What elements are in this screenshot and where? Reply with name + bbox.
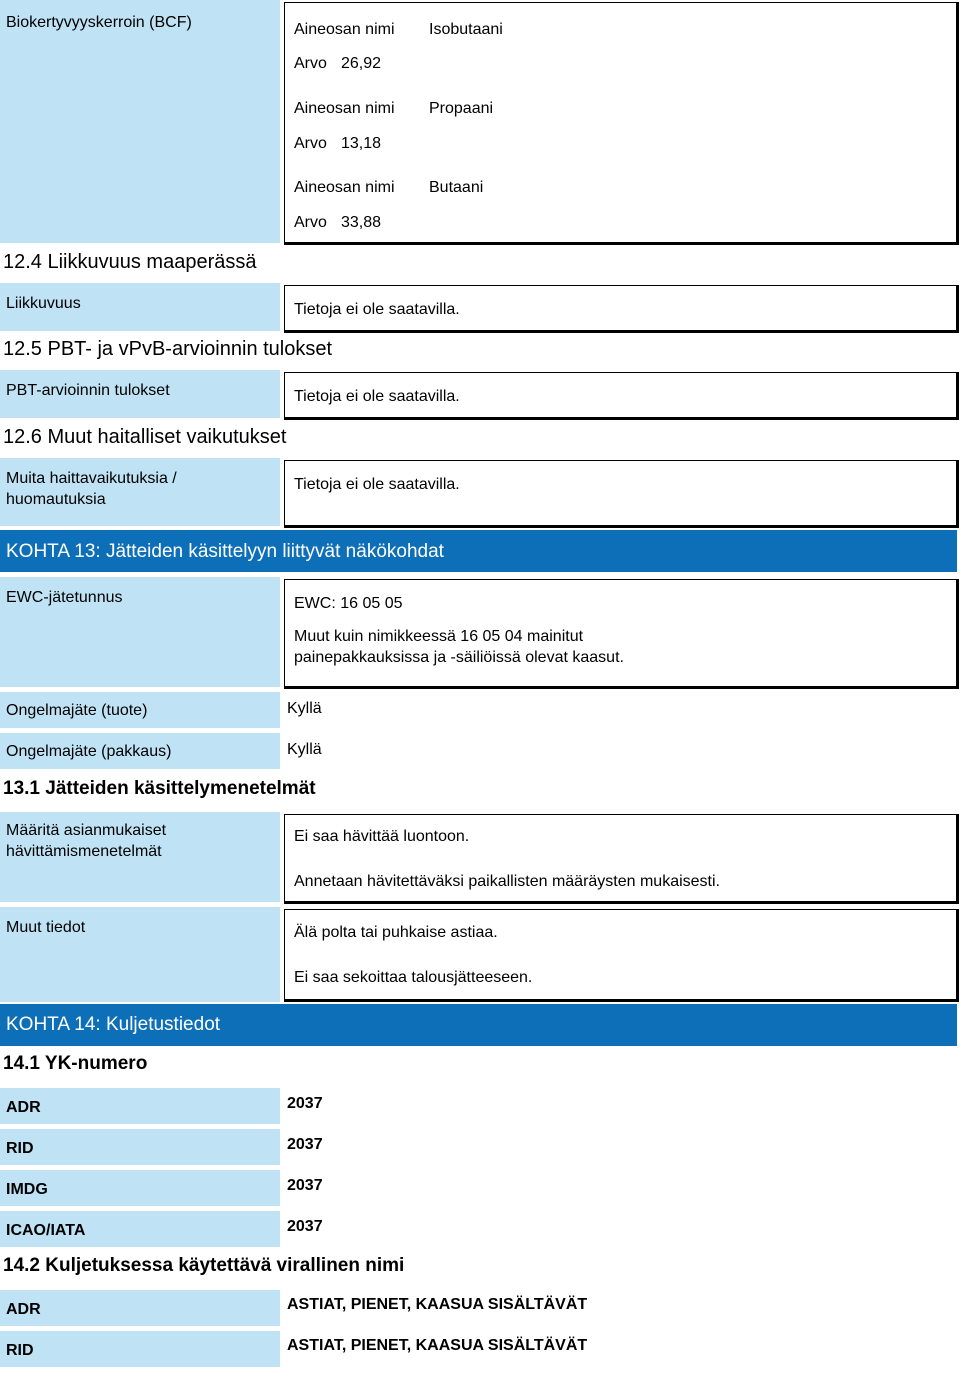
section-14-title-band: [0, 1004, 957, 1046]
shipping-name-label-cell: [0, 1290, 280, 1326]
un-row-value: 2037: [287, 1136, 323, 1153]
disposal-label-line1: Määritä asianmukaiset: [6, 822, 167, 839]
mobility-label-cell: [0, 283, 280, 331]
un-row-value: 2037: [287, 1218, 323, 1235]
un-row-value: 2037: [287, 1095, 323, 1112]
ewc-value-box: [284, 579, 959, 689]
bcf-value-3: 33,88: [341, 214, 382, 231]
other-effects-value-box: [284, 460, 959, 528]
bcf-name-1: Isobutaani: [429, 21, 503, 38]
shipping-name-value: ASTIAT, PIENET, KAASUA SISÄLTÄVÄT: [287, 1337, 588, 1354]
shipping-name-value: ASTIAT, PIENET, KAASUA SISÄLTÄVÄT: [287, 1296, 588, 1313]
section-13-title-band: [0, 530, 957, 572]
shipping-name-label: RID: [6, 1342, 34, 1359]
pbt-label-cell: [0, 370, 280, 418]
bcf-name-label-1: Aineosan nimi: [294, 21, 395, 38]
pbt-value: Tietoja ei ole saatavilla.: [294, 388, 460, 405]
un-row-label-cell: [0, 1211, 280, 1247]
ewc-code: EWC: 16 05 05: [294, 595, 403, 612]
un-row-label: RID: [6, 1140, 34, 1157]
section-13-title: KOHTA 13: Jätteiden käsittelyyn liittyvät näkökohdat: [6, 541, 444, 562]
ewc-desc-line1: Muut kuin nimikkeessä 16 05 04 mainitut: [294, 628, 584, 645]
other-info-value-box: [284, 909, 959, 1002]
bcf-value-label-2: Arvo: [294, 135, 327, 152]
un-row-label: ADR: [6, 1099, 41, 1116]
bcf-value-2: 13,18: [341, 135, 382, 152]
hazardous-product-value: Kyllä: [287, 700, 322, 717]
hazardous-package-value: Kyllä: [287, 741, 322, 758]
un-row-label: IMDG: [6, 1181, 48, 1198]
bcf-value-1: 26,92: [341, 55, 382, 72]
ewc-label: EWC-jätetunnus: [6, 589, 123, 606]
disposal-label-cell: [0, 812, 280, 902]
other-info-value-2: Ei saa sekoittaa talousjätteeseen.: [294, 969, 533, 986]
bcf-label-cell: [0, 0, 280, 243]
heading-14-2: 14.2 Kuljetuksessa käytettävä virallinen nimi: [3, 1255, 405, 1276]
hazardous-package-label: Ongelmajäte (pakkaus): [6, 743, 172, 760]
disposal-value-box: [284, 814, 959, 904]
other-effects-value: Tietoja ei ole saatavilla.: [294, 476, 460, 493]
heading-12-4: 12.4 Liikkuvuus maaperässä: [3, 251, 257, 273]
heading-14-1: 14.1 YK-numero: [3, 1053, 148, 1074]
ewc-label-cell: [0, 577, 280, 687]
bcf-name-2: Propaani: [429, 100, 494, 117]
bcf-label: Biokertyvyyskerroin (BCF): [6, 14, 192, 31]
disposal-value-2: Annetaan hävitettäväksi paikallisten määräysten mukaisesti.: [294, 873, 720, 890]
other-effects-label-line1: Muita haittavaikutuksia /: [6, 470, 177, 487]
un-row-label: ICAO/IATA: [6, 1222, 86, 1239]
other-info-label-cell: [0, 907, 280, 1002]
section-14-title: KOHTA 14: Kuljetustiedot: [6, 1014, 221, 1035]
mobility-label: Liikkuvuus: [6, 295, 81, 312]
heading-13-1: 13.1 Jätteiden käsittelymenetelmät: [3, 778, 316, 799]
un-row-label-cell: [0, 1170, 280, 1206]
hazardous-product-label: Ongelmajäte (tuote): [6, 702, 148, 719]
disposal-label-line2: hävittämismenetelmät: [6, 843, 162, 860]
other-effects-label-line2: huomautuksia: [6, 491, 106, 508]
shipping-name-label: ADR: [6, 1301, 41, 1318]
heading-12-5: 12.5 PBT- ja vPvB-arvioinnin tulokset: [3, 338, 333, 360]
shipping-name-label-cell: [0, 1331, 280, 1367]
hazardous-package-label-cell: [0, 733, 280, 769]
un-row-label-cell: [0, 1088, 280, 1124]
un-row-value: 2037: [287, 1177, 323, 1194]
pbt-value-box: [284, 372, 959, 420]
un-row-label-cell: [0, 1129, 280, 1165]
mobility-value-box: [284, 285, 959, 333]
other-effects-label-cell: [0, 458, 280, 526]
disposal-value-1: Ei saa hävittää luontoon.: [294, 828, 470, 845]
heading-12-6: 12.6 Muut haitalliset vaikutukset: [3, 426, 287, 448]
ewc-desc-line2: painepakkauksissa ja -säiliöissä olevat kaasut.: [294, 649, 624, 666]
bcf-value-label-3: Arvo: [294, 214, 327, 231]
pbt-label: PBT-arvioinnin tulokset: [6, 382, 170, 399]
mobility-value: Tietoja ei ole saatavilla.: [294, 301, 460, 318]
other-info-value-1: Älä polta tai puhkaise astiaa.: [294, 924, 498, 941]
bcf-name-3: Butaani: [429, 179, 484, 196]
bcf-value-box: [284, 2, 959, 245]
bcf-name-label-2: Aineosan nimi: [294, 100, 395, 117]
hazardous-product-label-cell: [0, 692, 280, 728]
bcf-name-label-3: Aineosan nimi: [294, 179, 395, 196]
other-info-label: Muut tiedot: [6, 919, 86, 936]
bcf-value-label-1: Arvo: [294, 55, 327, 72]
